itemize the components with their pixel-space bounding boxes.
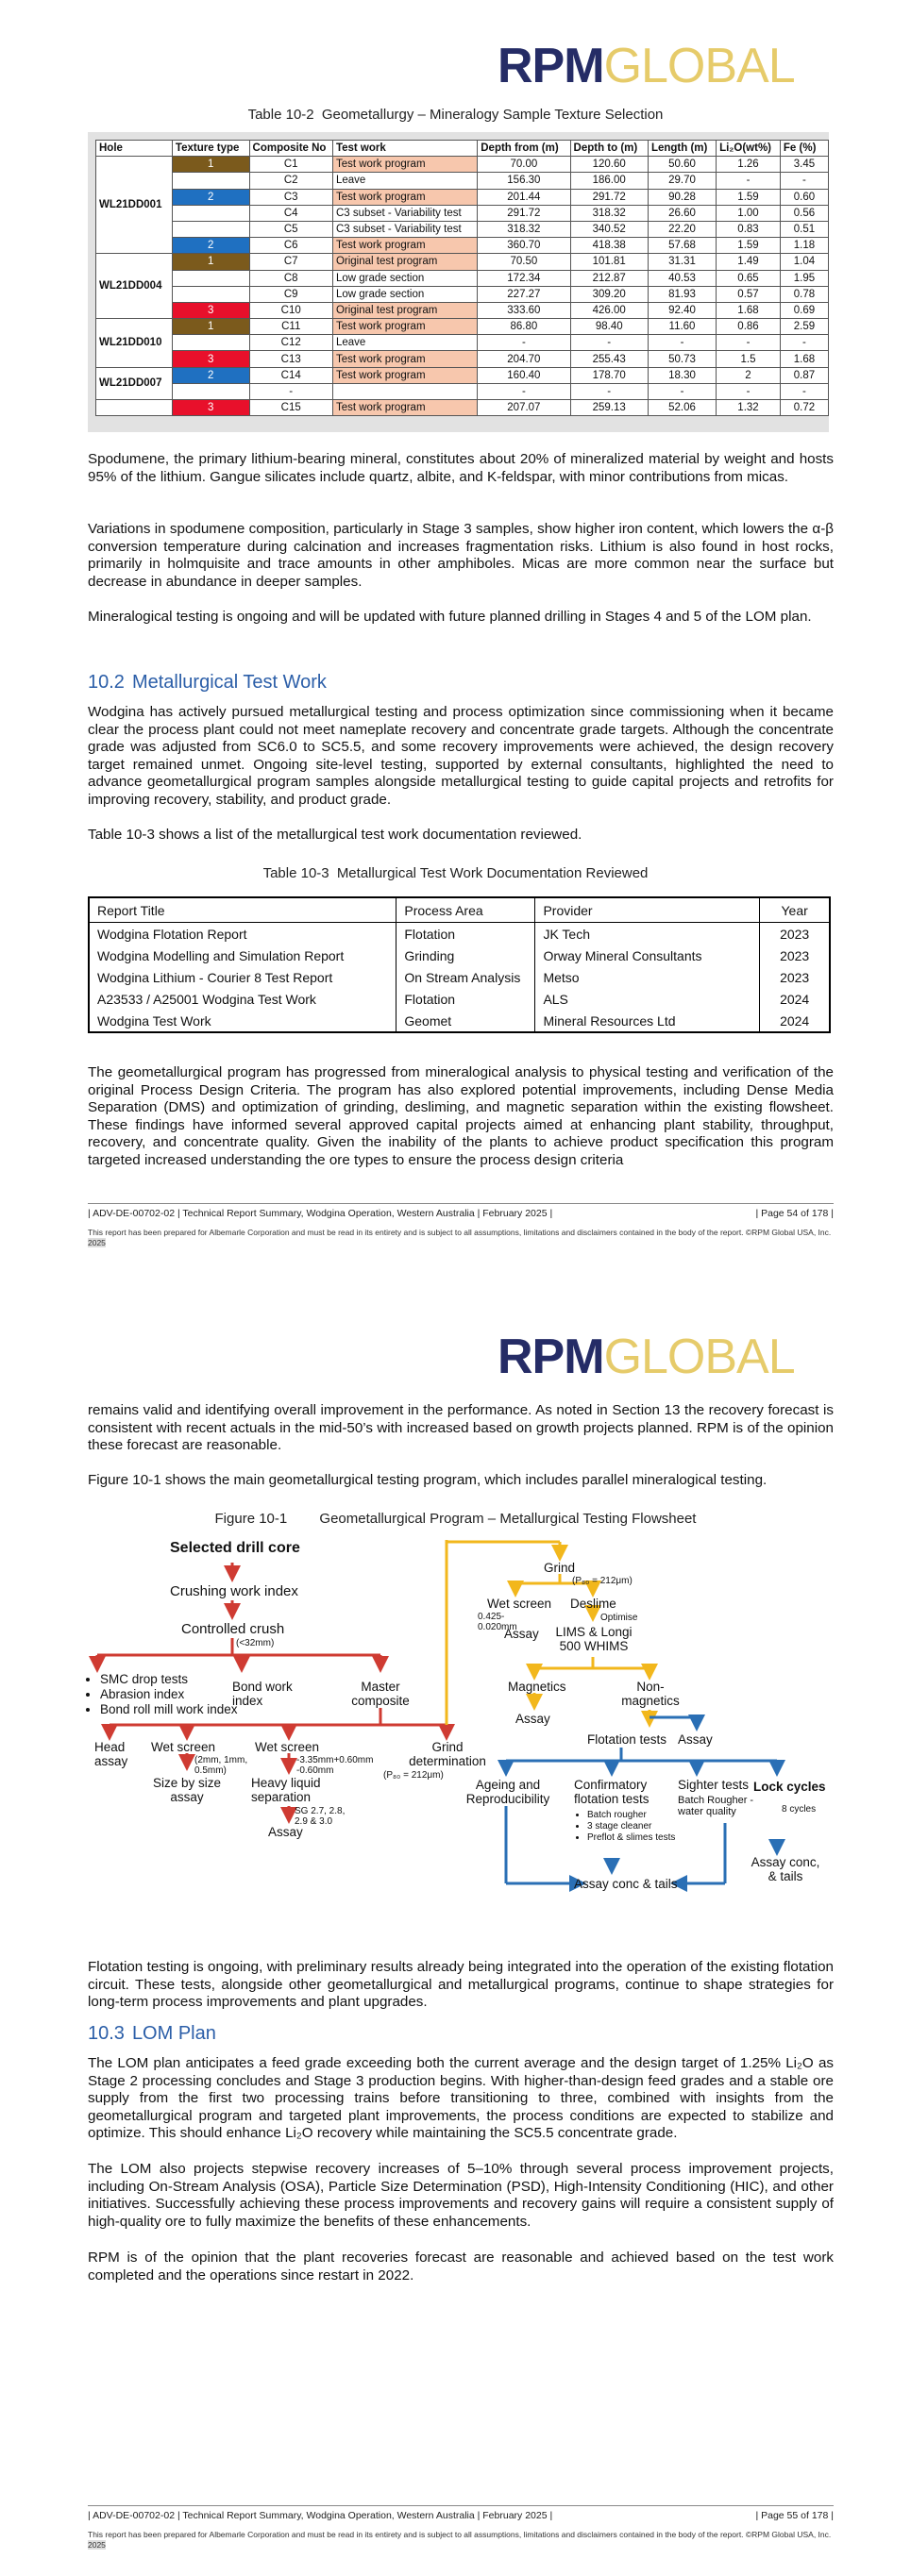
grind-determination: Grind determination xyxy=(409,1740,486,1768)
texture-type-cell xyxy=(172,286,249,302)
composite-cell: C3 xyxy=(249,189,332,205)
table-cell: 2024 xyxy=(760,988,830,1010)
logo-rpm: RPM xyxy=(498,39,604,93)
optimise-note: Optimise xyxy=(600,1613,638,1623)
depth-from-cell: - xyxy=(478,383,570,399)
paragraph-lom-recovery: The LOM also projects stepwise recovery increases of 5–10% through several process improvement projects, including On-Stream Analysis (OSA), Particle Size Determination (PSD), High-Intensity Conditioning (HIC), and other initiatives. Successfully achieving these process improvements and recovery gains will require a consistent supply of high-quality ore to fully maximize the benefits of these enhancements. xyxy=(88,2161,834,2230)
flotation-tests: Flotation tests xyxy=(587,1732,667,1747)
list-item: • Batch rougher xyxy=(587,1810,691,1821)
table-cell: JK Tech xyxy=(535,923,760,945)
master-composite: Master composite xyxy=(351,1680,410,1708)
depth-to-cell: - xyxy=(570,383,648,399)
logo-global: GLOBAL xyxy=(603,39,795,93)
ageing-reproducibility: Ageing and Reproducibility xyxy=(465,1778,550,1806)
depth-from-cell: 227.27 xyxy=(478,286,570,302)
length-cell: 29.70 xyxy=(648,173,716,189)
test-work-cell: Original test program xyxy=(332,302,477,318)
test-work-cell: Leave xyxy=(332,335,477,351)
table-cell: Flotation xyxy=(396,988,535,1010)
composite-cell: C10 xyxy=(249,302,332,318)
sighter-note: Batch Rougher - water quality xyxy=(678,1795,754,1817)
table-cell: Mineral Resources Ltd xyxy=(535,1010,760,1032)
fe-cell: 0.87 xyxy=(780,367,828,383)
texture-type-cell xyxy=(172,383,249,399)
figure-title: Geometallurgical Program – Metallurgical Testing Flowsheet xyxy=(319,1511,697,1527)
table-row xyxy=(96,189,829,205)
column-header: Depth to (m) xyxy=(570,141,648,157)
depth-from-cell: 201.44 xyxy=(478,189,570,205)
grind-determination-note: (P₈₀ = 212μm) xyxy=(383,1770,444,1781)
paragraph-variations: Variations in spodumene composition, particularly in Stage 3 samples, show higher iron content, which lowers the α-β conversion temperature during calcination and increases fragmentation risks. Lithium is also found in host rocks, primarily in holmquisite and trace amounts in other amphiboles. Micas are more common near the surface but decrease in abundance in deeper samples. xyxy=(88,521,834,590)
texture-type-cell: 1 xyxy=(172,254,249,270)
sighter-tests: Sighter tests xyxy=(678,1778,750,1792)
wet-screen-3-note: 0.425-0.020mm xyxy=(478,1612,517,1632)
disclaimer-text: This report has been prepared for Albemarle Corporation and must be read in its entirety and is subject to all assumptions, limitations and disclaimers contained in the body of the report. ©RPM Global USA, Inc. xyxy=(88,1228,832,1237)
table-cell: Grinding xyxy=(396,945,535,966)
fe-cell: 0.69 xyxy=(780,302,828,318)
table-cell: Orway Mineral Consultants xyxy=(535,945,760,966)
column-header: Composite No xyxy=(249,141,332,157)
footer-divider xyxy=(88,1203,834,1204)
texture-type-cell xyxy=(172,221,249,237)
fe-cell: 0.60 xyxy=(780,189,828,205)
assay-2: Assay xyxy=(504,1627,539,1641)
depth-to-cell: - xyxy=(570,335,648,351)
paragraph-lom-feed-grade: The LOM plan anticipates a feed grade exceeding both the current average and the design target of 1.25% Li₂O as Stage 2 processing concludes and Stage 3 production begins. With higher-than-design feed grades and a stable ore supply from the first two processing trains before transitioning to three, combined with insights from the geometallurgical program and targeted plant improvements, the process conditions are expected to stabilize and optimize. This should enhance Li₂O recovery while maintaining the SC5.5 concentrate grade. xyxy=(88,2055,834,2141)
wet-screen-1-note: (2mm, 1mm, 0.5mm) xyxy=(194,1755,248,1776)
fe-cell: 0.56 xyxy=(780,205,828,221)
disclaimer-year: 2025 xyxy=(88,2540,106,2550)
composite-cell: C4 xyxy=(249,205,332,221)
table-row xyxy=(96,173,829,189)
length-cell: 92.40 xyxy=(648,302,716,318)
li2o-cell: 1.59 xyxy=(717,189,781,205)
disclaimer-year: 2025 xyxy=(88,1238,106,1247)
depth-to-cell: 340.52 xyxy=(570,221,648,237)
paragraph-rpm-opinion: RPM is of the opinion that the plant recoveries forecast are reasonable and achieved based on the test work completed and the operations since restart in 2022. xyxy=(88,2250,834,2283)
assay-4: Assay xyxy=(678,1732,713,1747)
confirmatory-test-list xyxy=(574,1810,691,1844)
length-cell: 26.60 xyxy=(648,205,716,221)
li2o-cell: 0.86 xyxy=(717,319,781,335)
doc-table-header xyxy=(89,897,830,923)
column-header: Year xyxy=(760,897,830,923)
list-item: • Bond roll mill work index xyxy=(100,1702,242,1717)
controlled-crush: Controlled crush xyxy=(181,1621,285,1637)
table-row xyxy=(89,966,830,988)
table-row xyxy=(96,286,829,302)
table-cell: 2023 xyxy=(760,923,830,945)
length-cell: 40.53 xyxy=(648,270,716,286)
test-work-cell: C3 subset - Variability test xyxy=(332,221,477,237)
texture-type-cell xyxy=(172,335,249,351)
composite-cell: C12 xyxy=(249,335,332,351)
table-row xyxy=(96,254,829,270)
rpm-global-logo xyxy=(498,38,809,94)
length-cell: 52.06 xyxy=(648,400,716,416)
li2o-cell: - xyxy=(717,173,781,189)
page-footer xyxy=(88,1208,834,1219)
disclaimer xyxy=(88,2530,834,2551)
composite-cell: C1 xyxy=(249,157,332,173)
fe-cell: 2.59 xyxy=(780,319,828,335)
section-number: 10.2 xyxy=(88,672,125,693)
paragraph-flotation-ongoing: Flotation testing is ongoing, with preliminary results already being integrated into the operation of the existing flotation circuit. These tests, alongside other geometallurgical and metallurgical programs, continue to shape strategies for long-term process improvements and plant upgrades. xyxy=(88,1959,834,2010)
composite-cell: C6 xyxy=(249,238,332,254)
test-work-cell: Low grade section xyxy=(332,270,477,286)
table-cell: ALS xyxy=(535,988,760,1010)
head-assay: Head assay xyxy=(94,1740,128,1768)
column-header: Test work xyxy=(332,141,477,157)
table-row xyxy=(89,988,830,1010)
fe-cell: 3.45 xyxy=(780,157,828,173)
li2o-cell: 0.65 xyxy=(717,270,781,286)
fe-cell: 0.78 xyxy=(780,286,828,302)
logo-rpm: RPM xyxy=(498,1330,604,1384)
figure-label: Figure 10-1 xyxy=(214,1511,288,1527)
depth-to-cell: 120.60 xyxy=(570,157,648,173)
table-row xyxy=(96,335,829,351)
table-row xyxy=(96,270,829,286)
table-cell: Wodgina Flotation Report xyxy=(97,926,247,942)
test-work-cell: Test work program xyxy=(332,319,477,335)
table-cell: 2023 xyxy=(760,945,830,966)
depth-to-cell: 98.40 xyxy=(570,319,648,335)
assay-3: Assay xyxy=(515,1712,550,1726)
li2o-cell: 1.49 xyxy=(717,254,781,270)
non-magnetics: Non-magnetics xyxy=(621,1680,680,1708)
depth-to-cell: 426.00 xyxy=(570,302,648,318)
composite-cell: C9 xyxy=(249,286,332,302)
paragraph-spodumene: Spodumene, the primary lithium-bearing mineral, constitutes about 20% of mineralized material by weight and hosts 95% of the lithium. Gangue silicates include quartz, albite, and K-feldspar, with minor contributions from micas. xyxy=(88,451,834,485)
depth-to-cell: 418.38 xyxy=(570,238,648,254)
paragraph-wodgina-testing: Wodgina has actively pursued metallurgical testing and process optimization since commissioning when it became clear the process plant could not meet nameplate recovery and concentrate grade targets. Although the concentrate grade was adjusted from SC6.0 to SC5.5, and some recovery improvements were achieved, the design recovery target remained unmet. Ongoing site-level testing, supported by external consultants, highlighted the need to advance geometallurgical program samples alongside metallurgical testing to guide capital projects and retrofits for improving recovery, stability, and product grade. xyxy=(88,704,834,808)
depth-from-cell: 291.72 xyxy=(478,205,570,221)
documentation-table xyxy=(88,896,831,1033)
texture-type-cell: 2 xyxy=(172,189,249,205)
page-number: | Page 54 of 178 | xyxy=(755,1208,834,1219)
li2o-cell: - xyxy=(717,383,781,399)
table-row xyxy=(96,400,829,416)
hole-cell xyxy=(96,400,173,416)
li2o-cell: 1.5 xyxy=(717,351,781,367)
depth-to-cell: 101.81 xyxy=(570,254,648,270)
table-10-2-caption xyxy=(0,107,911,123)
list-item: • 3 stage cleaner xyxy=(587,1821,691,1832)
column-header: Depth from (m) xyxy=(478,141,570,157)
column-header: Report Title xyxy=(89,897,396,923)
depth-to-cell: 178.70 xyxy=(570,367,648,383)
composite-cell: - xyxy=(249,383,332,399)
li2o-cell: 1.68 xyxy=(717,302,781,318)
table-row xyxy=(96,351,829,367)
paragraph-mineralogical-testing: Mineralogical testing is ongoing and will be updated with future planned drilling in Stages 4 and 5 of the LOM plan. xyxy=(88,609,812,625)
hole-cell: WL21DD007 xyxy=(96,367,173,399)
table-cell: Wodgina Modelling and Simulation Report xyxy=(97,947,345,963)
confirmatory-flotation: Confirmatory flotation tests xyxy=(574,1778,650,1806)
texture-type-cell: 3 xyxy=(172,302,249,318)
selected-drill-core: Selected drill core xyxy=(170,1540,300,1556)
texture-type-cell xyxy=(172,270,249,286)
depth-from-cell: 207.07 xyxy=(478,400,570,416)
fe-cell: 1.18 xyxy=(780,238,828,254)
depth-from-cell: 70.50 xyxy=(478,254,570,270)
test-work-cell: Low grade section xyxy=(332,286,477,302)
logo-global: GLOBAL xyxy=(603,1330,795,1384)
texture-table-body xyxy=(96,157,829,416)
composite-cell: C5 xyxy=(249,221,332,237)
lock-cycles: Lock cycles xyxy=(753,1780,826,1794)
depth-to-cell: 318.32 xyxy=(570,205,648,221)
table-cell: Flotation xyxy=(396,923,535,945)
table-cell: Wodgina Test Work xyxy=(97,1012,211,1029)
table-row xyxy=(96,319,829,335)
depth-from-cell: 160.40 xyxy=(478,367,570,383)
texture-type-cell: 3 xyxy=(172,400,249,416)
depth-to-cell: 212.87 xyxy=(570,270,648,286)
li2o-cell: 1.59 xyxy=(717,238,781,254)
figure-10-1-caption xyxy=(0,1511,911,1527)
fe-cell: 1.68 xyxy=(780,351,828,367)
composite-cell: C7 xyxy=(249,254,332,270)
table-row xyxy=(96,205,829,221)
assay-1: Assay xyxy=(268,1825,303,1839)
test-work-cell: Leave xyxy=(332,173,477,189)
table-row xyxy=(96,221,829,237)
paragraph-table-reference: Table 10-3 shows a list of the metallurgical test work documentation reviewed. xyxy=(88,827,582,843)
texture-type-cell: 1 xyxy=(172,319,249,335)
rpm-global-logo xyxy=(498,1329,809,1385)
depth-from-cell: 172.34 xyxy=(478,270,570,286)
fe-cell: - xyxy=(780,173,828,189)
table-cell: On Stream Analysis xyxy=(396,966,535,988)
depth-from-cell: 360.70 xyxy=(478,238,570,254)
texture-table-frame xyxy=(88,132,829,432)
list-item: • Abrasion index xyxy=(100,1687,242,1702)
texture-selection-table xyxy=(95,140,829,416)
length-cell: 81.93 xyxy=(648,286,716,302)
column-header: Texture type xyxy=(172,141,249,157)
bond-work-index: Bond work index xyxy=(232,1680,293,1708)
table-row xyxy=(89,1010,830,1032)
comminution-test-list xyxy=(83,1672,242,1717)
paragraph-remains-valid: remains valid and identifying overall improvement in the performance. As noted in Section 13 the recovery forecast is consistent with recent actuals in the mid-50’s with increased based on growth projects planned. RPM is of the opinion these forecast are reasonable. xyxy=(88,1402,834,1453)
texture-type-cell xyxy=(172,173,249,189)
depth-from-cell: 86.80 xyxy=(478,319,570,335)
length-cell: 18.30 xyxy=(648,367,716,383)
test-work-cell: Original test program xyxy=(332,254,477,270)
wet-screen-3: Wet screen xyxy=(487,1597,552,1611)
length-cell: 57.68 xyxy=(648,238,716,254)
li2o-cell: 1.00 xyxy=(717,205,781,221)
hole-cell: WL21DD001 xyxy=(96,157,173,254)
list-item: • SMC drop tests xyxy=(100,1672,242,1687)
li2o-cell: 0.83 xyxy=(717,221,781,237)
test-work-cell: Test work program xyxy=(332,367,477,383)
li2o-cell: 0.57 xyxy=(717,286,781,302)
heavy-liquid-separation: Heavy liquid separation xyxy=(251,1776,321,1804)
composite-cell: C2 xyxy=(249,173,332,189)
texture-type-cell xyxy=(172,205,249,221)
length-cell: 31.31 xyxy=(648,254,716,270)
test-work-cell: Test work program xyxy=(332,238,477,254)
table-cell: Wodgina Lithium - Courier 8 Test Report xyxy=(97,969,333,985)
size-by-size-assay: Size by size assay xyxy=(152,1776,222,1804)
length-cell: 90.28 xyxy=(648,189,716,205)
length-cell: - xyxy=(648,383,716,399)
texture-type-cell: 2 xyxy=(172,367,249,383)
column-header: Provider xyxy=(535,897,760,923)
heavy-liquid-note: SG 2.7, 2.8, 2.9 & 3.0 xyxy=(295,1806,346,1827)
texture-type-cell: 2 xyxy=(172,238,249,254)
column-header: Length (m) xyxy=(648,141,716,157)
table-row xyxy=(96,238,829,254)
crushing-work-index: Crushing work index xyxy=(170,1583,298,1599)
table-row xyxy=(96,383,829,399)
page-footer xyxy=(88,2510,834,2521)
disclaimer-text: This report has been prepared for Albemarle Corporation and must be read in its entirety and is subject to all assumptions, limitations and disclaimers contained in the body of the report. ©RPM Global USA, Inc. xyxy=(88,2530,832,2539)
grind: Grind xyxy=(544,1561,576,1575)
wet-screen-1: Wet screen xyxy=(151,1740,216,1754)
li2o-cell: 2 xyxy=(717,367,781,383)
length-cell: 50.60 xyxy=(648,157,716,173)
table-10-3-caption xyxy=(0,865,911,881)
page-number: | Page 55 of 178 | xyxy=(755,2510,834,2521)
test-work-cell: Test work program xyxy=(332,400,477,416)
grind-note: (P₈₀ = 212μm) xyxy=(572,1576,633,1586)
texture-table-header xyxy=(96,141,829,157)
column-header: Fe (%) xyxy=(780,141,828,157)
fe-cell: 0.51 xyxy=(780,221,828,237)
table-cell: Metso xyxy=(535,966,760,988)
fe-cell: - xyxy=(780,383,828,399)
depth-from-cell: 156.30 xyxy=(478,173,570,189)
table-title: Geometallurgy – Mineralogy Sample Texture Selection xyxy=(321,107,664,123)
texture-type-cell: 3 xyxy=(172,351,249,367)
controlled-crush-note: (<32mm) xyxy=(236,1638,275,1648)
depth-from-cell: 70.00 xyxy=(478,157,570,173)
column-header: Li₂O(wt%) xyxy=(717,141,781,157)
section-heading-10-2 xyxy=(88,672,327,694)
footer-left: | ADV-DE-00702-02 | Technical Report Summary, Wodgina Operation, Western Australia | February 2025 | xyxy=(88,1208,553,1219)
hole-cell: WL21DD010 xyxy=(96,319,173,368)
depth-from-cell: - xyxy=(478,335,570,351)
disclaimer xyxy=(88,1228,834,1248)
paragraph-figure-reference: Figure 10-1 shows the main geometallurgical testing program, which includes parallel mineralogical testing. xyxy=(88,1472,768,1488)
depth-from-cell: 204.70 xyxy=(478,351,570,367)
table-cell: 2023 xyxy=(760,966,830,988)
li2o-cell: 1.32 xyxy=(717,400,781,416)
footer-left: | ADV-DE-00702-02 | Technical Report Summary, Wodgina Operation, Western Australia | February 2025 | xyxy=(88,2510,553,2521)
fe-cell: 0.72 xyxy=(780,400,828,416)
deslime: Deslime xyxy=(570,1597,616,1611)
table-row xyxy=(89,945,830,966)
test-work-cell: Test work program xyxy=(332,351,477,367)
texture-type-cell: 1 xyxy=(172,157,249,173)
column-header: Hole xyxy=(96,141,173,157)
section-number: 10.3 xyxy=(88,2023,125,2044)
depth-to-cell: 255.43 xyxy=(570,351,648,367)
li2o-cell: 1.26 xyxy=(717,157,781,173)
length-cell: 11.60 xyxy=(648,319,716,335)
fe-cell: 1.04 xyxy=(780,254,828,270)
section-title: Metallurgical Test Work xyxy=(131,672,327,693)
doc-table-body xyxy=(89,923,830,1033)
table-title: Metallurgical Test Work Documentation Reviewed xyxy=(336,865,649,881)
wet-screen-2: Wet screen xyxy=(255,1740,320,1754)
fe-cell: - xyxy=(780,335,828,351)
table-cell: A23533 / A25001 Wodgina Test Work xyxy=(97,991,316,1007)
depth-to-cell: 186.00 xyxy=(570,173,648,189)
fe-cell: 1.95 xyxy=(780,270,828,286)
depth-from-cell: 333.60 xyxy=(478,302,570,318)
composite-cell: C8 xyxy=(249,270,332,286)
list-item: • Preflot & slimes tests xyxy=(587,1832,691,1844)
depth-to-cell: 291.72 xyxy=(570,189,648,205)
composite-cell: C11 xyxy=(249,319,332,335)
magnetics: Magnetics xyxy=(508,1680,566,1694)
length-cell: - xyxy=(648,335,716,351)
lock-cycles-note: 8 cycles xyxy=(782,1804,817,1815)
test-work-cell: Test work program xyxy=(332,189,477,205)
table-cell: 2024 xyxy=(760,1010,830,1032)
test-work-cell: Test work program xyxy=(332,157,477,173)
table-cell: Geomet xyxy=(396,1010,535,1032)
lims-whims: LIMS & Longi 500 WHIMS xyxy=(555,1625,633,1653)
metallurgical-flowsheet xyxy=(83,1540,838,1917)
table-label: Table 10-2 xyxy=(247,107,314,123)
hole-cell: WL21DD004 xyxy=(96,254,173,319)
page-55 xyxy=(0,1274,911,2576)
wet-screen-2-note: -3.35mm+0.60mm -0.60mm xyxy=(296,1755,374,1776)
section-title: LOM Plan xyxy=(131,2023,216,2044)
depth-to-cell: 259.13 xyxy=(570,400,648,416)
table-row xyxy=(96,367,829,383)
section-heading-10-3 xyxy=(88,2023,216,2045)
length-cell: 50.73 xyxy=(648,351,716,367)
table-row xyxy=(96,157,829,173)
depth-from-cell: 318.32 xyxy=(478,221,570,237)
length-cell: 22.20 xyxy=(648,221,716,237)
composite-cell: C13 xyxy=(249,351,332,367)
test-work-cell xyxy=(332,383,477,399)
table-row xyxy=(96,302,829,318)
table-label: Table 10-3 xyxy=(262,865,329,881)
column-header: Process Area xyxy=(396,897,535,923)
page-54 xyxy=(0,0,911,1274)
assay-conc-tails-2: Assay conc & tails xyxy=(574,1877,678,1891)
test-work-cell: C3 subset - Variability test xyxy=(332,205,477,221)
li2o-cell: - xyxy=(717,335,781,351)
composite-cell: C15 xyxy=(249,400,332,416)
table-row xyxy=(89,923,830,945)
paragraph-geomet-program: The geometallurgical program has progressed from mineralogical analysis to physical testing and verification of the original Process Design Criteria. The program has also explored potential improvements, including Dense Media Separation (DMS) and optimization of grinding, desliming, and magnetic separation within the existing flowsheet. These findings have informed several approved capital projects aimed at enhancing plant stability, throughput, recovery, and concentrate quality. Given the inability of the plants to achieve product specification this program targeted increased understanding the ore types to ensure the process design criteria xyxy=(88,1064,834,1168)
footer-divider xyxy=(88,2505,834,2506)
assay-conc-tails-1: Assay conc, & tails xyxy=(751,1855,820,1883)
composite-cell: C14 xyxy=(249,367,332,383)
depth-to-cell: 309.20 xyxy=(570,286,648,302)
